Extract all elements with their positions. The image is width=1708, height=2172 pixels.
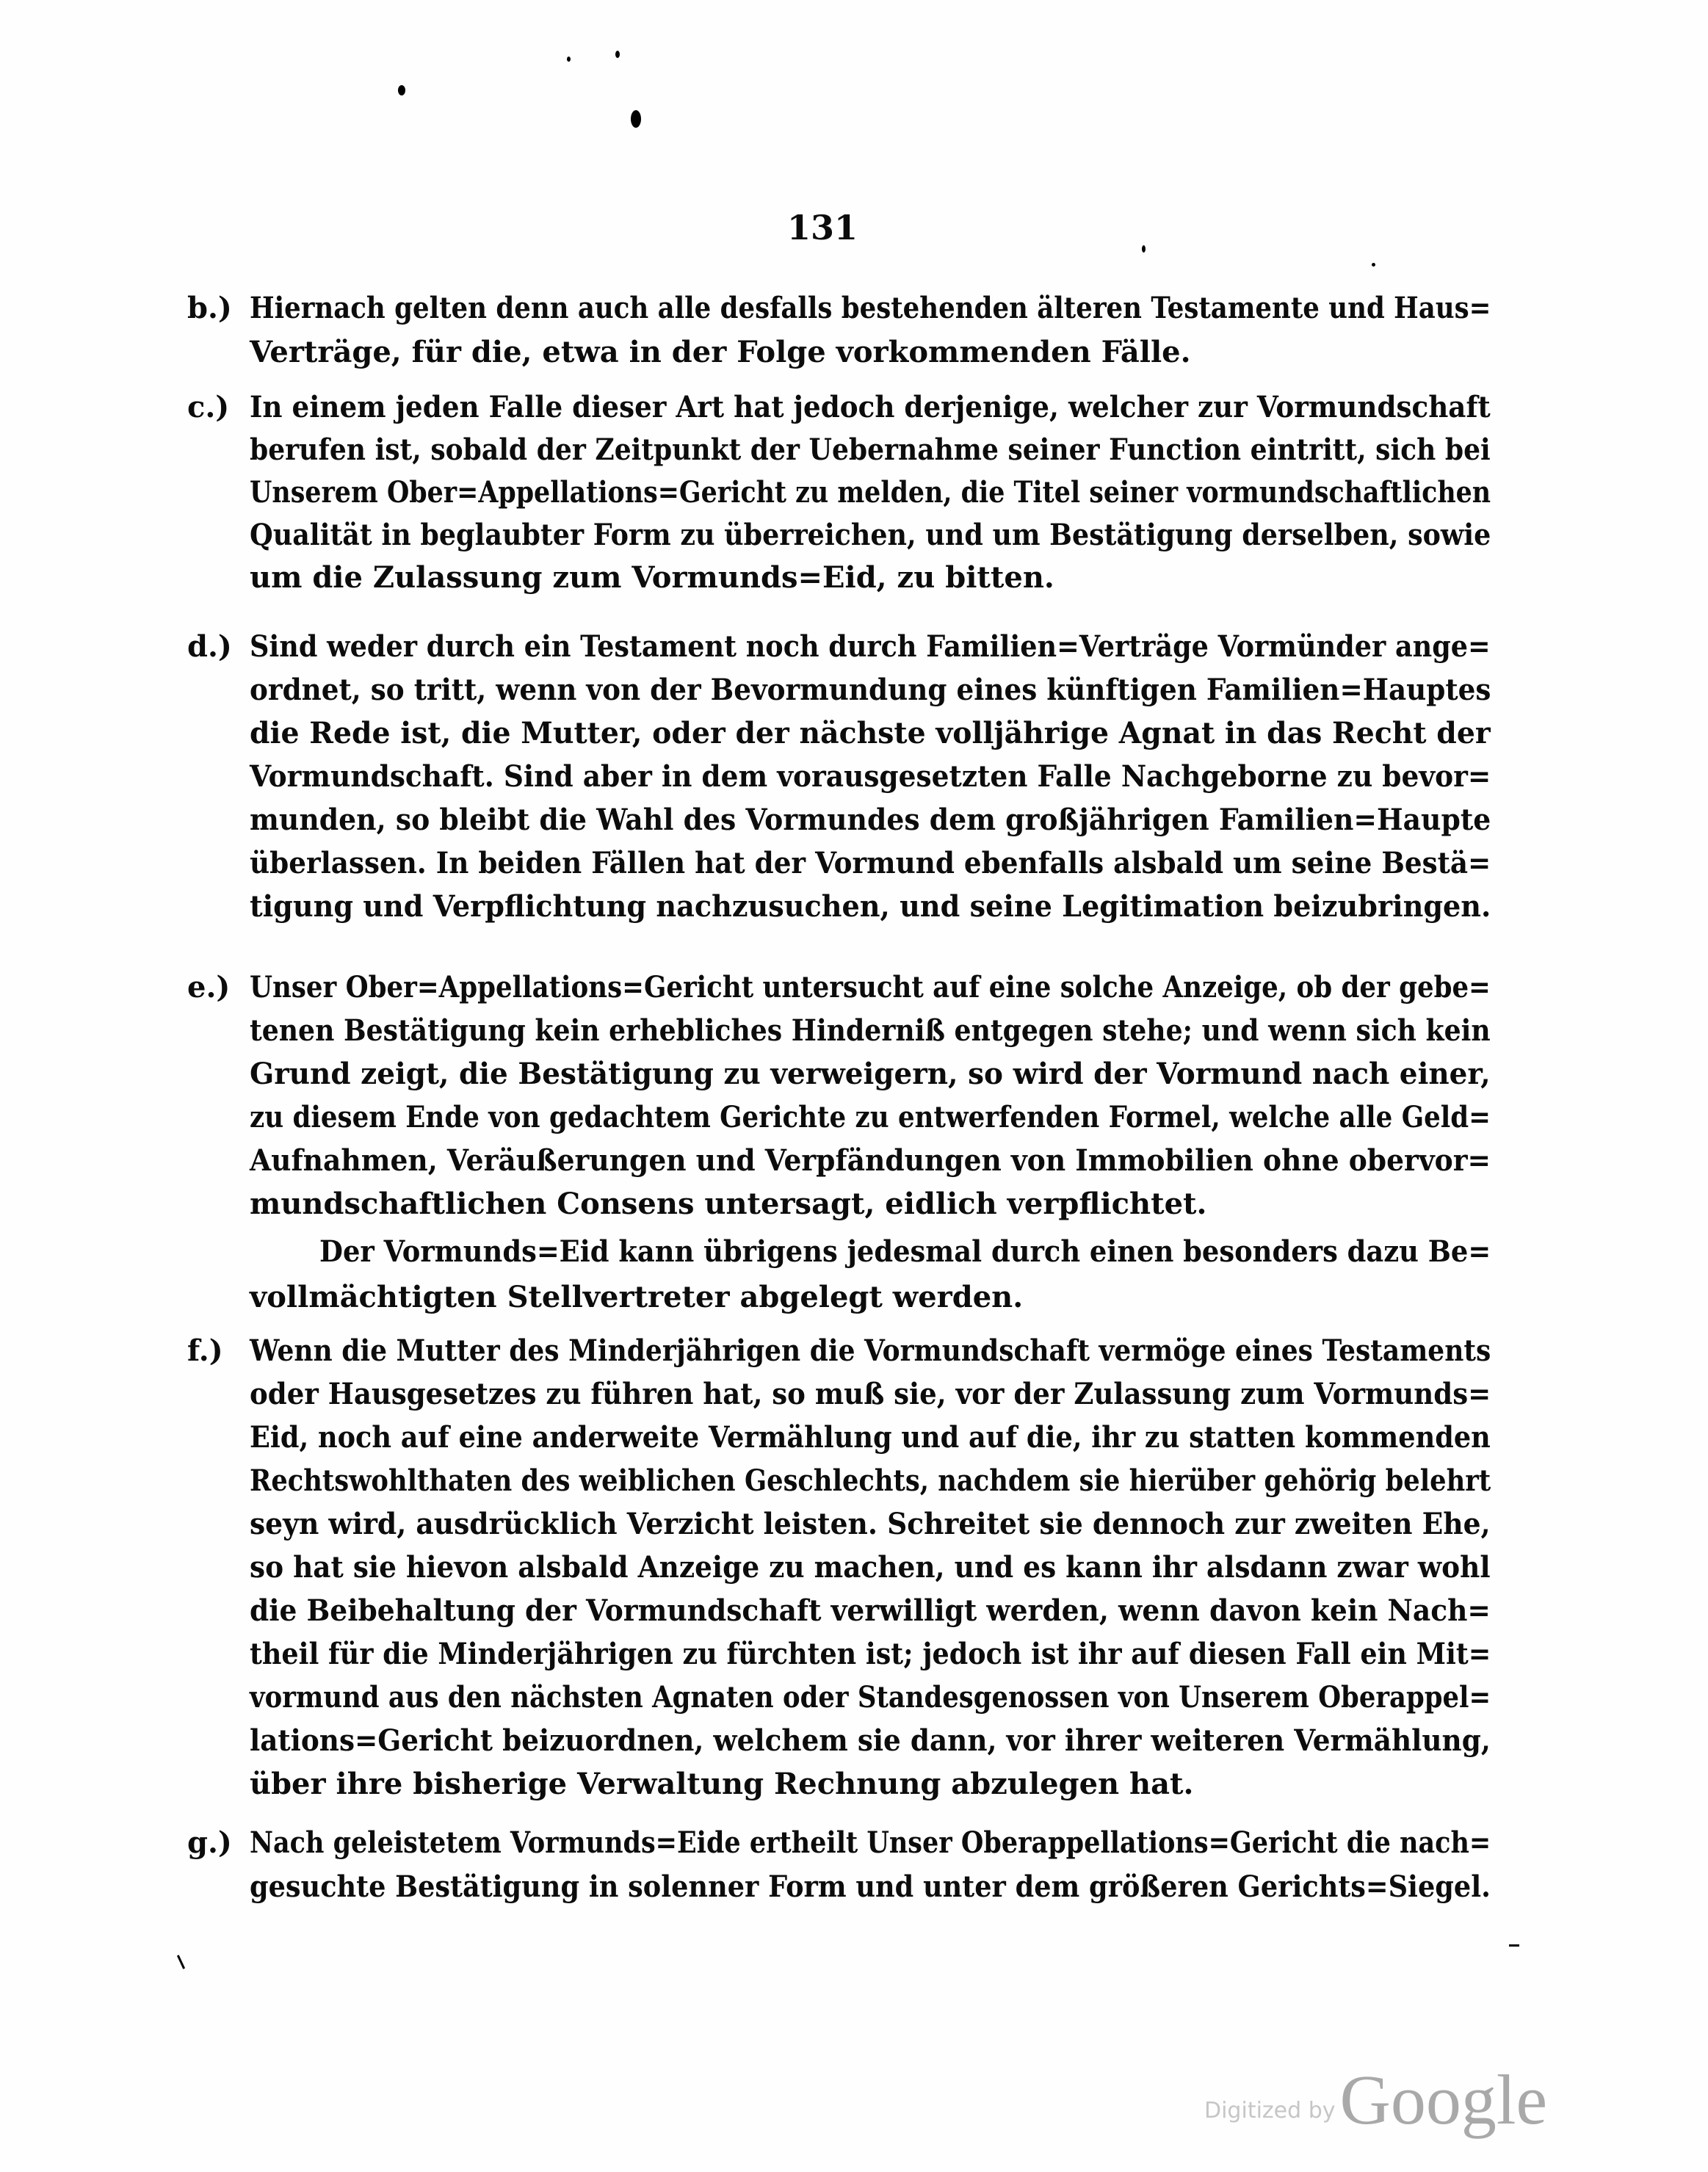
- text-line: oder Hausgesetzes zu führen hat, so muß sie, vor der Zulassung zum Vormunds=: [250, 1377, 1491, 1411]
- text-line: Grund zeigt, die Bestätigung zu verweigern, so wird der Vormund nach einer,: [250, 1057, 1491, 1091]
- paragraph-label: b.): [187, 291, 232, 325]
- text-line: Sind weder durch ein Testament noch durch Familien=Verträge Vormünder ange=: [250, 629, 1491, 664]
- text-line: um die Zulassung zum Vormunds=Eid, zu bitten.: [250, 560, 1054, 595]
- paragraph-label: g.): [187, 1825, 232, 1860]
- google-logo-text: Google: [1339, 2060, 1548, 2139]
- scan-speck: [177, 1955, 185, 1969]
- paragraph-label: e.): [187, 970, 231, 1004]
- text-line: berufen ist, sobald der Zeitpunkt der Uebernahme seiner Function eintritt, sich bei: [250, 432, 1491, 467]
- scan-speck: [1509, 1944, 1519, 1947]
- text-line: die Beibehaltung der Vormundschaft verwilligt werden, wenn davon kein Nach=: [250, 1593, 1491, 1628]
- text-line: munden, so bleibt die Wahl des Vormundes dem großjährigen Familien=Haupte: [250, 803, 1491, 837]
- paragraph-label: d.): [187, 629, 232, 664]
- text-line: so hat sie hievon alsbald Anzeige zu machen, und es kann ihr alsdann zwar wohl: [250, 1550, 1491, 1585]
- text-line: Qualität in beglaubter Form zu überreichen, und um Bestätigung derselben, sowie: [250, 518, 1491, 552]
- text-line: ordnet, so tritt, wenn von der Bevormundung eines künftigen Familien=Hauptes: [250, 673, 1491, 707]
- text-line: theil für die Minderjährigen zu fürchten ist; jedoch ist ihr auf diesen Fall ein Mit=: [250, 1637, 1491, 1671]
- text-line: Nach geleistetem Vormunds=Eide ertheilt Unser Oberappellations=Gericht die nach=: [250, 1825, 1491, 1860]
- scan-speck: [567, 57, 571, 62]
- scan-speck: [1142, 245, 1146, 253]
- scan-speck: [1372, 263, 1375, 267]
- watermark-prefix: Digitized by: [1204, 2098, 1336, 2124]
- text-line: Hiernach gelten denn auch alle desfalls bestehenden älteren Testamente und Haus=: [250, 291, 1491, 325]
- scan-speck: [398, 85, 405, 95]
- text-line: Eid, noch auf eine anderweite Vermählung und auf die, ihr zu statten kommenden: [250, 1420, 1491, 1455]
- text-line: Unserem Ober=Appellations=Gericht zu melden, die Titel seiner vormundschaftlichen: [250, 475, 1491, 510]
- scan-speck: [631, 110, 641, 128]
- text-line: vollmächtigten Stellvertreter abgelegt werden.: [250, 1280, 1024, 1314]
- text-line: zu diesem Ende von gedachtem Gerichte zu entwerfenden Formel, welche alle Geld=: [250, 1100, 1491, 1134]
- text-line: vormund aus den nächsten Agnaten oder Standesgenossen von Unserem Oberappel=: [250, 1680, 1491, 1715]
- text-line: überlassen. In beiden Fällen hat der Vormund ebenfalls alsbald um seine Bestä=: [250, 846, 1491, 880]
- page-number: 131: [786, 208, 858, 247]
- scan-speck: [615, 51, 620, 58]
- text-line: seyn wird, ausdrücklich Verzicht leisten. Schreitet sie dennoch zur zweiten Ehe,: [250, 1507, 1491, 1541]
- paragraph-label: c.): [187, 390, 230, 424]
- text-line: mundschaftlichen Consens untersagt, eidlich verpflichtet.: [250, 1187, 1207, 1221]
- text-line: tenen Bestätigung kein erhebliches Hinderniß entgegen stehe; und wenn sich kein: [250, 1013, 1491, 1048]
- text-line: Vormundschaft. Sind aber in dem vorausgesetzten Falle Nachgeborne zu bevor=: [250, 759, 1491, 794]
- text-line: Unser Ober=Appellations=Gericht untersucht auf eine solche Anzeige, ob der gebe=: [250, 970, 1491, 1004]
- text-line: über ihre bisherige Verwaltung Rechnung abzulegen hat.: [250, 1767, 1194, 1801]
- text-line: Rechtswohlthaten des weiblichen Geschlechts, nachdem sie hierüber gehörig belehrt: [250, 1463, 1491, 1498]
- text-line: gesuchte Bestätigung in solenner Form und unter dem größeren Gerichts=Siegel.: [250, 1869, 1491, 1904]
- text-line: Verträge, für die, etwa in der Folge vorkommenden Fälle.: [250, 335, 1191, 369]
- text-line: lations=Gericht beizuordnen, welchem sie dann, vor ihrer weiteren Vermählung,: [250, 1723, 1491, 1758]
- paragraph-label: f.): [187, 1333, 223, 1368]
- text-line: die Rede ist, die Mutter, oder der nächste volljährige Agnat in das Recht der: [250, 716, 1491, 750]
- text-line: Aufnahmen, Veräußerungen und Verpfändungen von Immobilien ohne obervor=: [250, 1143, 1491, 1178]
- text-line: Wenn die Mutter des Minderjährigen die Vormundschaft vermöge eines Testaments: [250, 1333, 1491, 1368]
- digitized-by-google-watermark: [1204, 2056, 1547, 2137]
- text-line: In einem jeden Falle dieser Art hat jedoch derjenige, welcher zur Vormundschaft: [250, 390, 1491, 424]
- text-line: Der Vormunds=Eid kann übrigens jedesmal durch einen besonders dazu Be=: [319, 1234, 1491, 1269]
- text-line: tigung und Verpflichtung nachzusuchen, und seine Legitimation beizubringen.: [250, 889, 1491, 924]
